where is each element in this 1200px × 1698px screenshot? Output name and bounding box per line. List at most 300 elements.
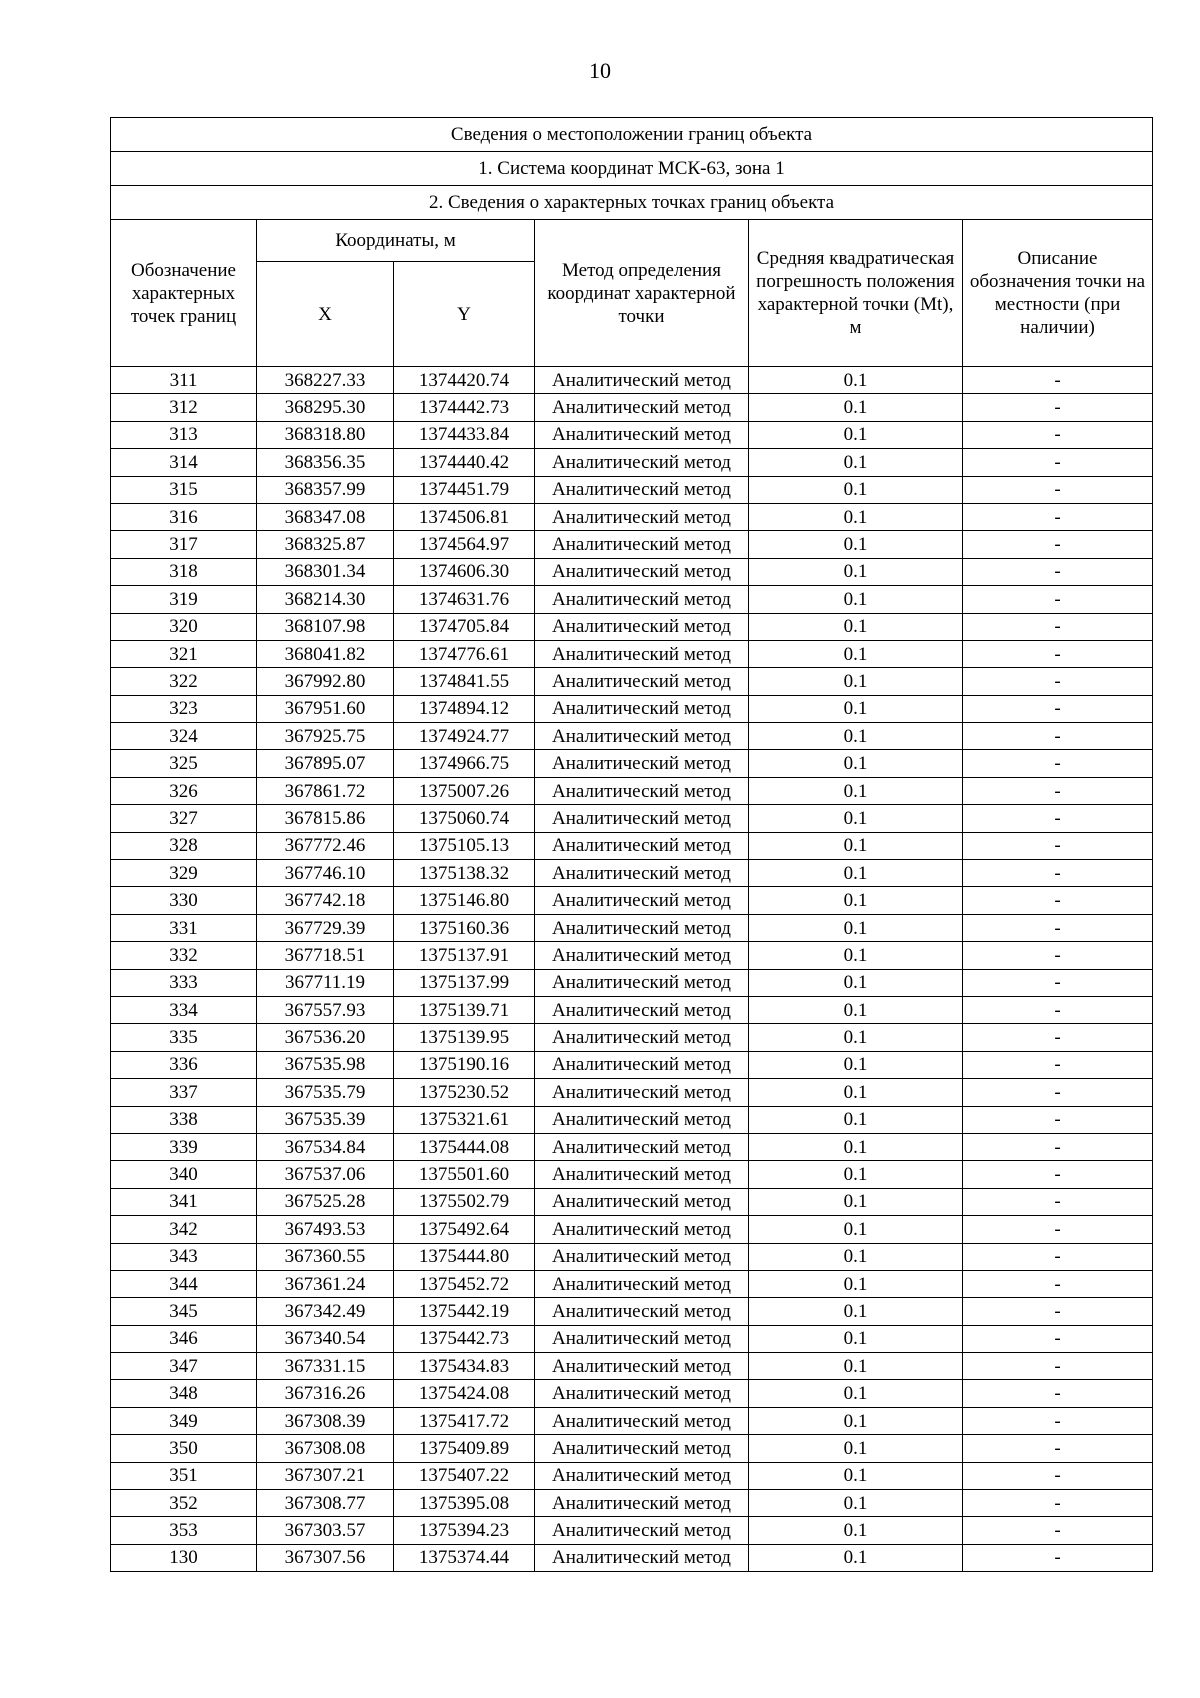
point-cell: 130 — [111, 1544, 257, 1571]
method-cell: Аналитический метод — [535, 860, 749, 887]
x-coordinate-cell: 367535.79 — [257, 1079, 394, 1106]
method-cell: Аналитический метод — [535, 503, 749, 530]
error-cell: 0.1 — [749, 1079, 963, 1106]
x-coordinate-cell: 367951.60 — [257, 695, 394, 722]
table-row — [111, 1106, 1153, 1133]
x-coordinate-cell: 367711.19 — [257, 969, 394, 996]
point-cell: 334 — [111, 996, 257, 1023]
x-coordinate-cell: 368295.30 — [257, 394, 394, 421]
error-cell: 0.1 — [749, 1216, 963, 1243]
method-cell: Аналитический метод — [535, 805, 749, 832]
y-coordinate-cell: 1374924.77 — [394, 723, 535, 750]
table-row — [111, 1490, 1153, 1517]
x-coordinate-cell: 368301.34 — [257, 558, 394, 585]
description-cell: - — [963, 750, 1153, 777]
description-cell: - — [963, 1270, 1153, 1297]
method-cell: Аналитический метод — [535, 1435, 749, 1462]
table-row — [111, 1325, 1153, 1352]
y-coordinate-cell: 1374966.75 — [394, 750, 535, 777]
error-cell: 0.1 — [749, 1435, 963, 1462]
y-coordinate-cell: 1374442.73 — [394, 394, 535, 421]
error-cell: 0.1 — [749, 1407, 963, 1434]
error-cell: 0.1 — [749, 1133, 963, 1160]
table-row — [111, 1024, 1153, 1051]
table-row — [111, 832, 1153, 859]
error-cell: 0.1 — [749, 503, 963, 530]
x-coordinate-cell: 368318.80 — [257, 421, 394, 448]
table-row — [111, 805, 1153, 832]
point-cell: 327 — [111, 805, 257, 832]
x-coordinate-cell: 367308.08 — [257, 1435, 394, 1462]
table-row — [111, 750, 1153, 777]
table-row — [111, 1462, 1153, 1489]
method-cell: Аналитический метод — [535, 887, 749, 914]
y-coordinate-cell: 1375394.23 — [394, 1517, 535, 1544]
method-cell: Аналитический метод — [535, 777, 749, 804]
point-designation-header: Обозначение характерных точек границ — [111, 220, 257, 367]
error-cell: 0.1 — [749, 1106, 963, 1133]
point-cell: 344 — [111, 1270, 257, 1297]
table-row — [111, 777, 1153, 804]
y-coordinate-cell: 1375230.52 — [394, 1079, 535, 1106]
error-cell: 0.1 — [749, 640, 963, 667]
table-row — [111, 668, 1153, 695]
table-row — [111, 531, 1153, 558]
error-cell: 0.1 — [749, 1490, 963, 1517]
table-row — [111, 914, 1153, 941]
error-cell: 0.1 — [749, 476, 963, 503]
method-cell: Аналитический метод — [535, 1380, 749, 1407]
description-cell: - — [963, 996, 1153, 1023]
x-coordinate-cell: 367925.75 — [257, 723, 394, 750]
method-cell: Аналитический метод — [535, 1243, 749, 1270]
y-coordinate-cell: 1375190.16 — [394, 1051, 535, 1078]
description-cell: - — [963, 421, 1153, 448]
description-cell: - — [963, 860, 1153, 887]
table-row — [111, 723, 1153, 750]
table-row — [111, 1270, 1153, 1297]
description-cell: - — [963, 1517, 1153, 1544]
point-cell: 336 — [111, 1051, 257, 1078]
error-header: Средняя квадратическая погрешность положения характерной точки (Mt), м — [749, 220, 963, 367]
point-cell: 343 — [111, 1243, 257, 1270]
y-coordinate-cell: 1374606.30 — [394, 558, 535, 585]
method-cell: Аналитический метод — [535, 942, 749, 969]
description-header: Описание обозначения точки на местности (при наличии) — [963, 220, 1153, 367]
error-cell: 0.1 — [749, 668, 963, 695]
description-cell: - — [963, 1407, 1153, 1434]
description-cell: - — [963, 1380, 1153, 1407]
x-coordinate-cell: 367718.51 — [257, 942, 394, 969]
y-coordinate-cell: 1374451.79 — [394, 476, 535, 503]
table-row — [111, 421, 1153, 448]
y-coordinate-cell: 1375137.99 — [394, 969, 535, 996]
description-cell: - — [963, 586, 1153, 613]
table-row — [111, 558, 1153, 585]
x-coordinate-cell: 368356.35 — [257, 449, 394, 476]
point-cell: 322 — [111, 668, 257, 695]
x-coordinate-cell: 367331.15 — [257, 1353, 394, 1380]
point-cell: 315 — [111, 476, 257, 503]
y-coordinate-cell: 1375007.26 — [394, 777, 535, 804]
method-cell: Аналитический метод — [535, 1161, 749, 1188]
method-cell: Аналитический метод — [535, 1024, 749, 1051]
table-row — [111, 476, 1153, 503]
description-cell: - — [963, 1243, 1153, 1270]
table-row — [111, 1407, 1153, 1434]
y-coordinate-cell: 1375442.19 — [394, 1298, 535, 1325]
point-cell: 323 — [111, 695, 257, 722]
x-coordinate-cell: 367729.39 — [257, 914, 394, 941]
description-cell: - — [963, 476, 1153, 503]
method-cell: Аналитический метод — [535, 613, 749, 640]
y-coordinate-cell: 1375395.08 — [394, 1490, 535, 1517]
point-cell: 335 — [111, 1024, 257, 1051]
y-coordinate-cell: 1375492.64 — [394, 1216, 535, 1243]
method-cell: Аналитический метод — [535, 1490, 749, 1517]
characteristic-points-heading: 2. Сведения о характерных точках границ объекта — [111, 186, 1153, 220]
method-cell: Аналитический метод — [535, 476, 749, 503]
table-title: Сведения о местоположении границ объекта — [111, 118, 1153, 152]
description-cell: - — [963, 1051, 1153, 1078]
error-cell: 0.1 — [749, 887, 963, 914]
method-cell: Аналитический метод — [535, 1216, 749, 1243]
point-cell: 311 — [111, 367, 257, 394]
x-coordinate-cell: 367815.86 — [257, 805, 394, 832]
description-cell: - — [963, 887, 1153, 914]
y-header: Y — [394, 262, 535, 367]
x-coordinate-cell: 367316.26 — [257, 1380, 394, 1407]
point-cell: 316 — [111, 503, 257, 530]
method-cell: Аналитический метод — [535, 421, 749, 448]
boundary-points-table — [110, 117, 1153, 1572]
error-cell: 0.1 — [749, 695, 963, 722]
point-cell: 333 — [111, 969, 257, 996]
method-header: Метод определения координат характерной точки — [535, 220, 749, 367]
error-cell: 0.1 — [749, 558, 963, 585]
table-row — [111, 1079, 1153, 1106]
x-coordinate-cell: 368227.33 — [257, 367, 394, 394]
error-cell: 0.1 — [749, 1380, 963, 1407]
table-row — [111, 1216, 1153, 1243]
error-cell: 0.1 — [749, 1517, 963, 1544]
method-cell: Аналитический метод — [535, 1544, 749, 1571]
method-cell: Аналитический метод — [535, 558, 749, 585]
description-cell: - — [963, 640, 1153, 667]
error-cell: 0.1 — [749, 367, 963, 394]
y-coordinate-cell: 1374433.84 — [394, 421, 535, 448]
table-row — [111, 695, 1153, 722]
method-cell: Аналитический метод — [535, 969, 749, 996]
point-cell: 353 — [111, 1517, 257, 1544]
error-cell: 0.1 — [749, 777, 963, 804]
y-coordinate-cell: 1375502.79 — [394, 1188, 535, 1215]
y-coordinate-cell: 1375434.83 — [394, 1353, 535, 1380]
x-coordinate-cell: 367895.07 — [257, 750, 394, 777]
point-cell: 321 — [111, 640, 257, 667]
description-cell: - — [963, 503, 1153, 530]
table-row — [111, 1161, 1153, 1188]
y-coordinate-cell: 1375444.80 — [394, 1243, 535, 1270]
table-row — [111, 613, 1153, 640]
error-cell: 0.1 — [749, 586, 963, 613]
point-cell: 339 — [111, 1133, 257, 1160]
method-cell: Аналитический метод — [535, 723, 749, 750]
y-coordinate-cell: 1374564.97 — [394, 531, 535, 558]
point-cell: 340 — [111, 1161, 257, 1188]
point-cell: 328 — [111, 832, 257, 859]
table-row — [111, 586, 1153, 613]
description-cell: - — [963, 558, 1153, 585]
description-cell: - — [963, 1024, 1153, 1051]
error-cell: 0.1 — [749, 1024, 963, 1051]
description-cell: - — [963, 613, 1153, 640]
method-cell: Аналитический метод — [535, 394, 749, 421]
point-cell: 332 — [111, 942, 257, 969]
method-cell: Аналитический метод — [535, 1517, 749, 1544]
error-cell: 0.1 — [749, 1188, 963, 1215]
error-cell: 0.1 — [749, 996, 963, 1023]
method-cell: Аналитический метод — [535, 1133, 749, 1160]
error-cell: 0.1 — [749, 1161, 963, 1188]
error-cell: 0.1 — [749, 613, 963, 640]
description-cell: - — [963, 367, 1153, 394]
method-cell: Аналитический метод — [535, 449, 749, 476]
description-cell: - — [963, 531, 1153, 558]
table-body — [111, 367, 1153, 1572]
x-coordinate-cell: 367772.46 — [257, 832, 394, 859]
description-cell: - — [963, 1490, 1153, 1517]
table-row — [111, 394, 1153, 421]
method-cell: Аналитический метод — [535, 1051, 749, 1078]
point-cell: 337 — [111, 1079, 257, 1106]
point-cell: 349 — [111, 1407, 257, 1434]
error-cell: 0.1 — [749, 1270, 963, 1297]
description-cell: - — [963, 777, 1153, 804]
method-cell: Аналитический метод — [535, 1298, 749, 1325]
method-cell: Аналитический метод — [535, 1106, 749, 1133]
x-coordinate-cell: 368107.98 — [257, 613, 394, 640]
description-cell: - — [963, 1298, 1153, 1325]
x-coordinate-cell: 367537.06 — [257, 1161, 394, 1188]
x-coordinate-cell: 367534.84 — [257, 1133, 394, 1160]
x-coordinate-cell: 368214.30 — [257, 586, 394, 613]
method-cell: Аналитический метод — [535, 1079, 749, 1106]
description-cell: - — [963, 668, 1153, 695]
point-cell: 338 — [111, 1106, 257, 1133]
point-cell: 312 — [111, 394, 257, 421]
table-row — [111, 996, 1153, 1023]
method-cell: Аналитический метод — [535, 996, 749, 1023]
method-cell: Аналитический метод — [535, 695, 749, 722]
y-coordinate-cell: 1375452.72 — [394, 1270, 535, 1297]
point-cell: 341 — [111, 1188, 257, 1215]
description-cell: - — [963, 1544, 1153, 1571]
error-cell: 0.1 — [749, 1325, 963, 1352]
error-cell: 0.1 — [749, 1243, 963, 1270]
x-coordinate-cell: 368041.82 — [257, 640, 394, 667]
method-cell: Аналитический метод — [535, 367, 749, 394]
table-row — [111, 1051, 1153, 1078]
x-coordinate-cell: 367557.93 — [257, 996, 394, 1023]
point-cell: 346 — [111, 1325, 257, 1352]
y-coordinate-cell: 1375409.89 — [394, 1435, 535, 1462]
error-cell: 0.1 — [749, 914, 963, 941]
table-row — [111, 1517, 1153, 1544]
method-cell: Аналитический метод — [535, 1462, 749, 1489]
x-coordinate-cell: 367535.39 — [257, 1106, 394, 1133]
error-cell: 0.1 — [749, 832, 963, 859]
point-cell: 351 — [111, 1462, 257, 1489]
x-coordinate-cell: 368357.99 — [257, 476, 394, 503]
method-cell: Аналитический метод — [535, 586, 749, 613]
y-coordinate-cell: 1375321.61 — [394, 1106, 535, 1133]
error-cell: 0.1 — [749, 449, 963, 476]
table-row — [111, 503, 1153, 530]
description-cell: - — [963, 449, 1153, 476]
error-cell: 0.1 — [749, 1544, 963, 1571]
method-cell: Аналитический метод — [535, 531, 749, 558]
x-header: X — [257, 262, 394, 367]
x-coordinate-cell: 367303.57 — [257, 1517, 394, 1544]
x-coordinate-cell: 367493.53 — [257, 1216, 394, 1243]
error-cell: 0.1 — [749, 394, 963, 421]
y-coordinate-cell: 1375146.80 — [394, 887, 535, 914]
method-cell: Аналитический метод — [535, 832, 749, 859]
description-cell: - — [963, 805, 1153, 832]
y-coordinate-cell: 1374705.84 — [394, 613, 535, 640]
table-row — [111, 1188, 1153, 1215]
error-cell: 0.1 — [749, 750, 963, 777]
x-coordinate-cell: 367535.98 — [257, 1051, 394, 1078]
error-cell: 0.1 — [749, 531, 963, 558]
method-cell: Аналитический метод — [535, 1188, 749, 1215]
method-cell: Аналитический метод — [535, 1407, 749, 1434]
y-coordinate-cell: 1375417.72 — [394, 1407, 535, 1434]
table-row — [111, 1435, 1153, 1462]
x-coordinate-cell: 367342.49 — [257, 1298, 394, 1325]
point-cell: 325 — [111, 750, 257, 777]
point-cell: 319 — [111, 586, 257, 613]
x-coordinate-cell: 368325.87 — [257, 531, 394, 558]
table-row — [111, 942, 1153, 969]
description-cell: - — [963, 1133, 1153, 1160]
y-coordinate-cell: 1375139.71 — [394, 996, 535, 1023]
table-row — [111, 1298, 1153, 1325]
point-cell: 342 — [111, 1216, 257, 1243]
method-cell: Аналитический метод — [535, 668, 749, 695]
error-cell: 0.1 — [749, 723, 963, 750]
description-cell: - — [963, 1325, 1153, 1352]
method-cell: Аналитический метод — [535, 914, 749, 941]
y-coordinate-cell: 1375501.60 — [394, 1161, 535, 1188]
point-cell: 317 — [111, 531, 257, 558]
error-cell: 0.1 — [749, 942, 963, 969]
table-row — [111, 887, 1153, 914]
error-cell: 0.1 — [749, 860, 963, 887]
error-cell: 0.1 — [749, 1353, 963, 1380]
description-cell: - — [963, 914, 1153, 941]
y-coordinate-cell: 1375407.22 — [394, 1462, 535, 1489]
y-coordinate-cell: 1374776.61 — [394, 640, 535, 667]
error-cell: 0.1 — [749, 1298, 963, 1325]
x-coordinate-cell: 367746.10 — [257, 860, 394, 887]
description-cell: - — [963, 1079, 1153, 1106]
point-cell: 314 — [111, 449, 257, 476]
method-cell: Аналитический метод — [535, 1353, 749, 1380]
table-row — [111, 1353, 1153, 1380]
y-coordinate-cell: 1374440.42 — [394, 449, 535, 476]
y-coordinate-cell: 1375137.91 — [394, 942, 535, 969]
point-cell: 350 — [111, 1435, 257, 1462]
point-cell: 324 — [111, 723, 257, 750]
table-row — [111, 640, 1153, 667]
x-coordinate-cell: 367307.21 — [257, 1462, 394, 1489]
error-cell: 0.1 — [749, 969, 963, 996]
description-cell: - — [963, 394, 1153, 421]
method-cell: Аналитический метод — [535, 1325, 749, 1352]
y-coordinate-cell: 1375424.08 — [394, 1380, 535, 1407]
y-coordinate-cell: 1375105.13 — [394, 832, 535, 859]
point-cell: 329 — [111, 860, 257, 887]
description-cell: - — [963, 1462, 1153, 1489]
method-cell: Аналитический метод — [535, 640, 749, 667]
page-number: 10 — [589, 58, 611, 83]
point-cell: 348 — [111, 1380, 257, 1407]
point-cell: 331 — [111, 914, 257, 941]
table-row — [111, 1380, 1153, 1407]
x-coordinate-cell: 367360.55 — [257, 1243, 394, 1270]
x-coordinate-cell: 367361.24 — [257, 1270, 394, 1297]
point-cell: 313 — [111, 421, 257, 448]
y-coordinate-cell: 1375374.44 — [394, 1544, 535, 1571]
point-cell: 347 — [111, 1353, 257, 1380]
description-cell: - — [963, 1161, 1153, 1188]
point-cell: 330 — [111, 887, 257, 914]
error-cell: 0.1 — [749, 805, 963, 832]
x-coordinate-cell: 367992.80 — [257, 668, 394, 695]
y-coordinate-cell: 1375444.08 — [394, 1133, 535, 1160]
table-row — [111, 860, 1153, 887]
description-cell: - — [963, 723, 1153, 750]
x-coordinate-cell: 367861.72 — [257, 777, 394, 804]
description-cell: - — [963, 1216, 1153, 1243]
method-cell: Аналитический метод — [535, 750, 749, 777]
table-row — [111, 1133, 1153, 1160]
description-cell: - — [963, 832, 1153, 859]
y-coordinate-cell: 1375442.73 — [394, 1325, 535, 1352]
table-row — [111, 1243, 1153, 1270]
table-row — [111, 449, 1153, 476]
description-cell: - — [963, 942, 1153, 969]
x-coordinate-cell: 367308.77 — [257, 1490, 394, 1517]
y-coordinate-cell: 1374506.81 — [394, 503, 535, 530]
error-cell: 0.1 — [749, 1051, 963, 1078]
y-coordinate-cell: 1374894.12 — [394, 695, 535, 722]
point-cell: 326 — [111, 777, 257, 804]
y-coordinate-cell: 1375060.74 — [394, 805, 535, 832]
x-coordinate-cell: 368347.08 — [257, 503, 394, 530]
description-cell: - — [963, 695, 1153, 722]
error-cell: 0.1 — [749, 421, 963, 448]
x-coordinate-cell: 367536.20 — [257, 1024, 394, 1051]
y-coordinate-cell: 1375139.95 — [394, 1024, 535, 1051]
y-coordinate-cell: 1375160.36 — [394, 914, 535, 941]
description-cell: - — [963, 1353, 1153, 1380]
y-coordinate-cell: 1374841.55 — [394, 668, 535, 695]
method-cell: Аналитический метод — [535, 1270, 749, 1297]
x-coordinate-cell: 367742.18 — [257, 887, 394, 914]
